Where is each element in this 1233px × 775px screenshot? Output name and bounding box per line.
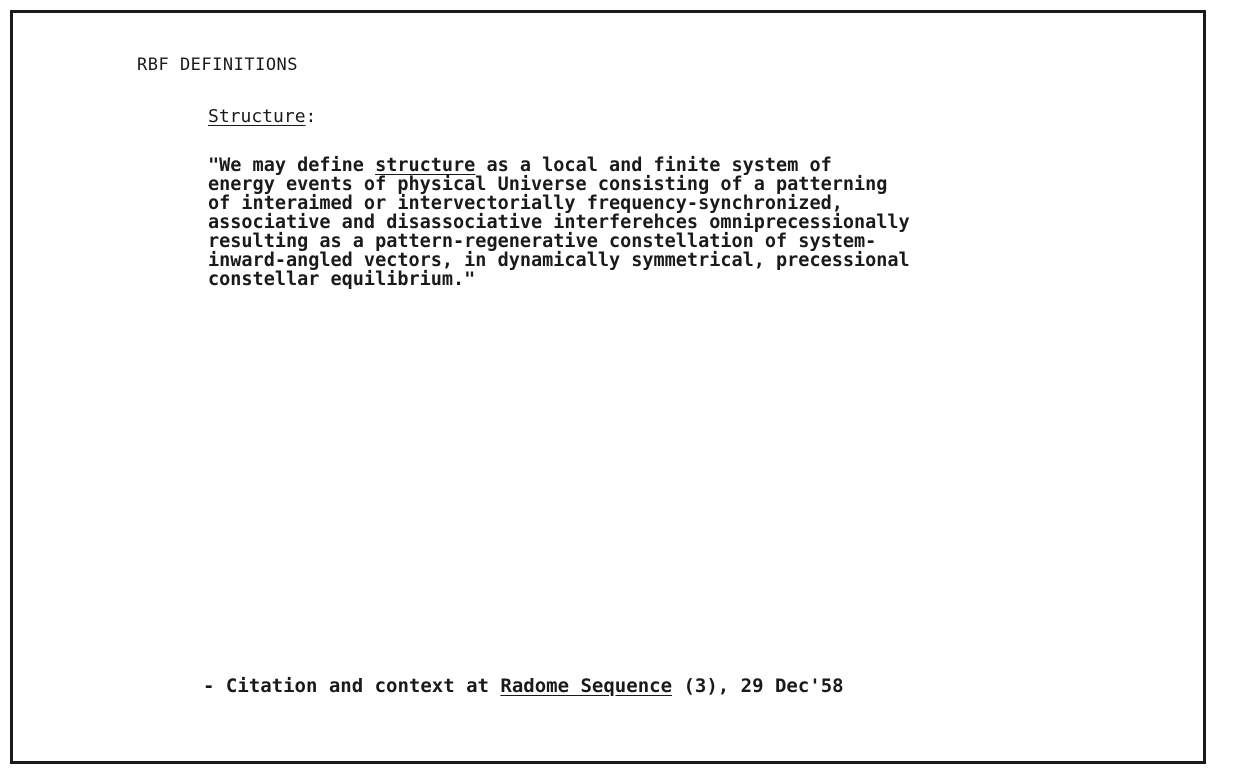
citation-source-link[interactable]: Radome Sequence xyxy=(500,675,673,697)
quote-underlined-term: structure xyxy=(375,155,476,176)
quote-line-6: inward-angled vectors, in dynamically symmetrical, precessional xyxy=(208,250,910,271)
definition-term-colon: : xyxy=(305,106,317,127)
quote-line-2: energy events of physical Universe consisting of a patterning xyxy=(208,174,888,195)
citation-line xyxy=(203,675,844,697)
document-card xyxy=(10,10,1206,764)
quote-line-1-end: as a local and finite system of xyxy=(475,155,832,176)
quote-line-4: associative and disassociative interferehces omniprecessionally xyxy=(208,212,910,233)
page-title: RBF DEFINITIONS xyxy=(137,55,299,75)
definition-term-heading xyxy=(208,106,316,127)
quote-line-3: of interaimed or intervectorially frequency-synchronized, xyxy=(208,193,843,214)
quote-line-5: resulting as a pattern-regenerative constellation of system- xyxy=(208,231,877,252)
quote-line-7: constellar equilibrium." xyxy=(208,269,476,290)
citation-suffix: (3), 29 Dec'58 xyxy=(672,675,844,697)
citation-prefix: - Citation and context at xyxy=(203,675,501,697)
definition-term: Structure xyxy=(208,106,306,127)
definition-quote xyxy=(208,156,1108,289)
quote-line-1-start: "We may define xyxy=(208,155,376,176)
